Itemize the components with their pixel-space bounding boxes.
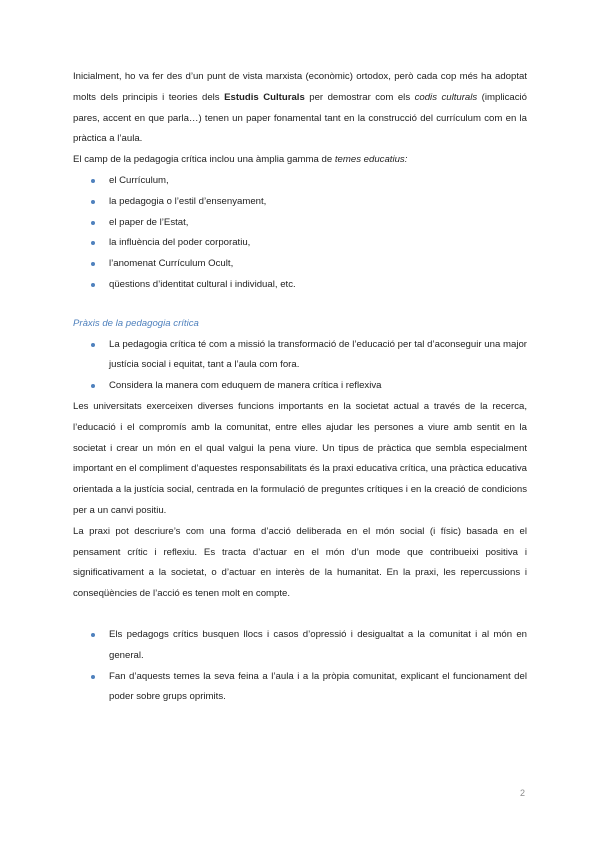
list-item-text: la influència del poder corporatiu, [109, 237, 251, 249]
list-item-text: qüestions d’identitat cultural i individual, etc. [109, 278, 296, 290]
bullet-icon [91, 283, 95, 287]
list-item [73, 335, 527, 377]
list-item [73, 376, 527, 397]
list-item-text: La pedagogia crítica té com a missió la transformació de l’educació per tal d’aconseguir una major justícia social i equitat, tant a l’aula com fora. [109, 338, 527, 371]
page-content [73, 67, 527, 708]
list-item [73, 192, 527, 213]
bullet-icon [91, 179, 95, 183]
list-item-text: Els pedagogs crítics busquen llocs i casos d’opressió i desigualtat a la comunitat i al món en general. [109, 628, 527, 661]
praxis-list [73, 335, 527, 397]
list-item-text: el paper de l’Estat, [109, 216, 189, 228]
list-item [73, 233, 527, 254]
bullet-icon [91, 200, 95, 204]
list-item [73, 171, 527, 192]
list-item [73, 667, 527, 709]
intro-italic-term: codis culturals [414, 91, 478, 103]
bullet-icon [91, 384, 95, 388]
bullet-icon [91, 343, 95, 347]
list-item-text: Fan d’aquests temes la seva feina a l’aula i a la pròpia comunitat, explicant el funcionament del poder sobre grups oprimits. [109, 670, 527, 703]
list-item-text: l’anomenat Currículum Ocult, [109, 258, 234, 270]
spacer [73, 605, 527, 625]
spacer [73, 296, 527, 314]
intro-paragraph [73, 67, 527, 150]
praxis-paragraph: La praxi pot descriure’s com una forma d’acció deliberada en el món social (i físic) basada en el pensament crític i reflexiu. Es tracta d’actuar en el món d’un mode que contribueixi positiva i significativament a la societat, o d’actuar en interès de la humanitat. En la praxi, les repercussions i conseqüències de l’acció es tenen molt en compte. [73, 525, 527, 600]
list-item [73, 254, 527, 275]
intro-text-1: Inicialment, ho va fer des d’un punt de vista marxista (econòmic) ortodox, però cada cop més ha adoptat molts dels principis i teories dels [73, 71, 527, 103]
topics-intro [73, 150, 527, 171]
list-item-text: el Currículum, [109, 174, 169, 186]
bullet-icon [91, 241, 95, 245]
intro-text-3: (implicació pares, accent en que parla…) tenen un paper fonamental tant en la construcció del currículum com en la pràctica a l’aula. [73, 91, 527, 145]
section-heading: Pràxis de la pedagogia crítica [73, 317, 199, 329]
page-number: 2 [520, 788, 526, 798]
bullet-icon [91, 262, 95, 266]
topics-list [73, 171, 527, 296]
topics-intro-italic: temes educatius: [334, 154, 408, 166]
bullet-icon [91, 675, 95, 679]
bullet-icon [91, 221, 95, 225]
topics-intro-text: El camp de la pedagogia crítica inclou una àmplia gamma de [73, 154, 335, 166]
list-item-text: la pedagogia o l’estil d’ensenyament, [109, 195, 267, 207]
list-item-text: Considera la manera com eduquem de manera crítica i reflexiva [109, 380, 382, 392]
universities-paragraph: Les universitats exerceixen diverses funcions importants en la societat actual a través de la recerca, l’educació i el compromís amb la comunitat, entre elles ajudar les persones a viure amb sentit en la societat i crear un món en el qual valgui la pena viure. Un tipus de pràctica que sembla especialment important en el compliment d’aquestes responsabilitats és la praxi educativa crítica, una pràctica educativa orientada a la justícia social, centrada en la formulació de preguntes crítiques i en la creació de condicions per a un canvi positiu. [73, 400, 527, 516]
list-item [73, 213, 527, 234]
bullet-icon [91, 633, 95, 637]
list-item [73, 625, 527, 667]
intro-bold-term: Estudis Culturals [224, 91, 305, 103]
intro-text-2: per demostrar com els [304, 91, 415, 103]
critical-pedagogues-list [73, 625, 527, 708]
list-item [73, 275, 527, 296]
